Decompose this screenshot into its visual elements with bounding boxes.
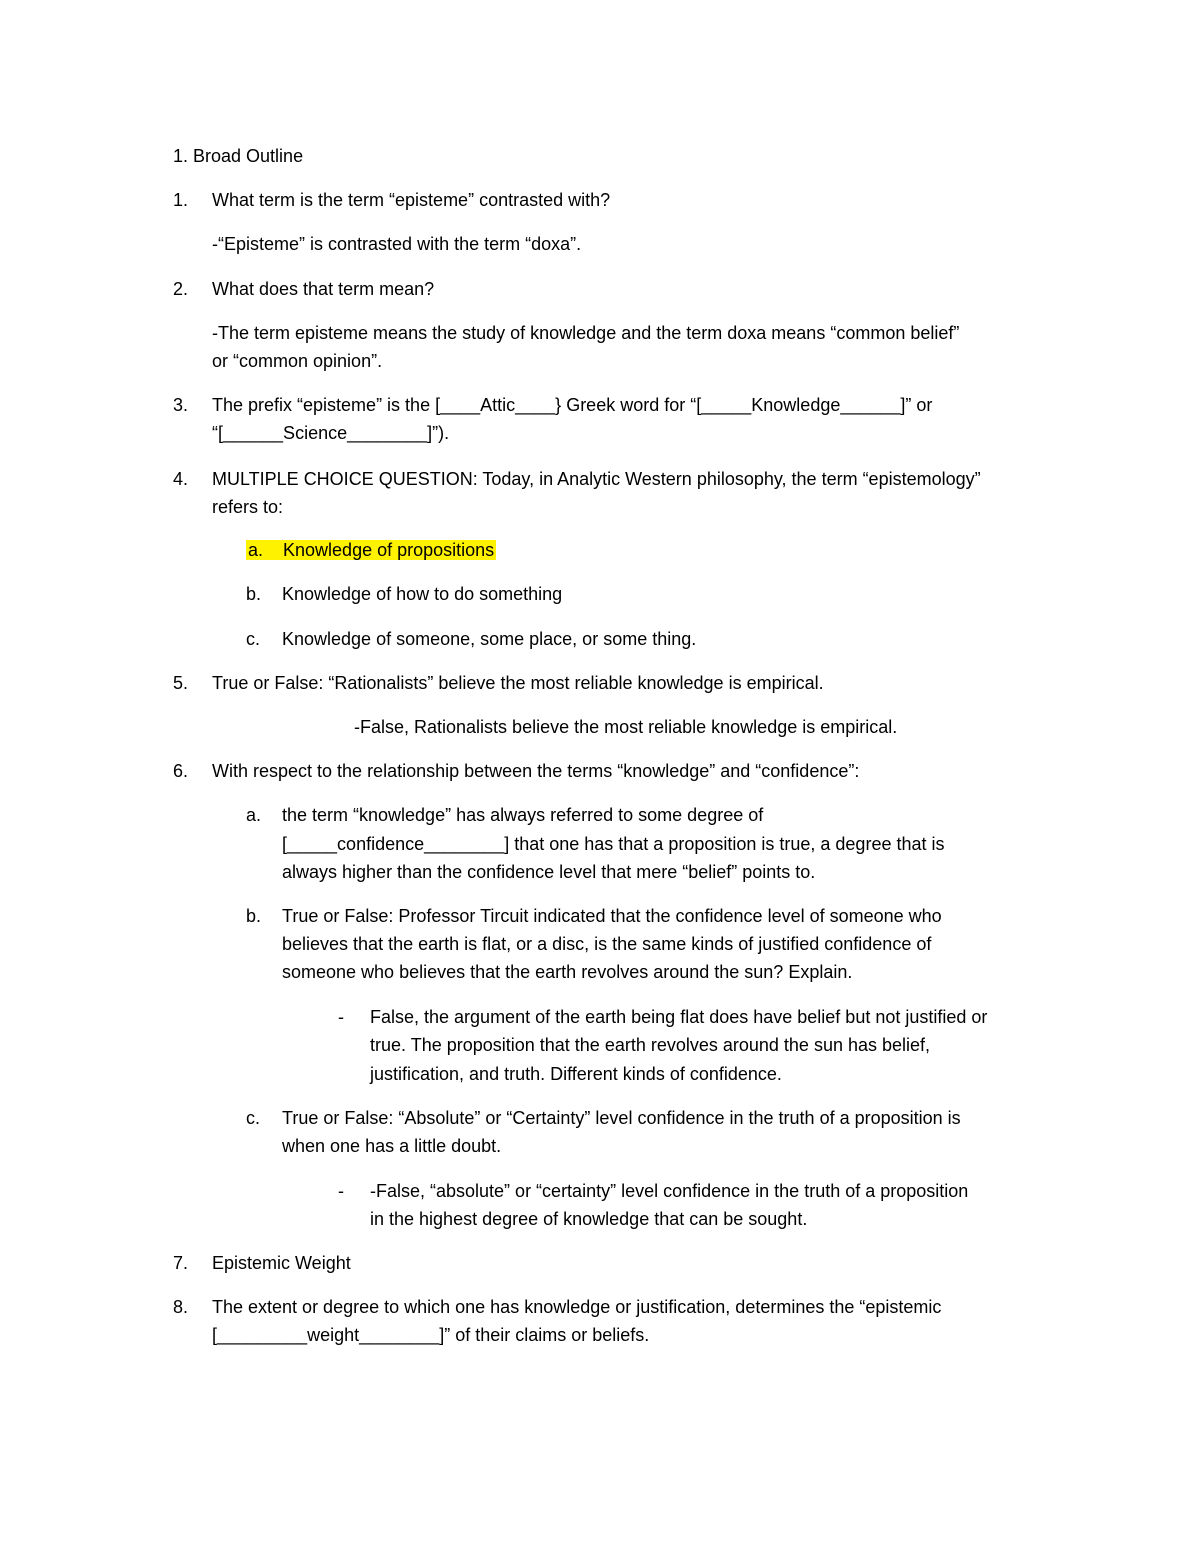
q4-text-line1: MULTIPLE CHOICE QUESTION: Today, in Analytic Western philosophy, the term “epistemology”	[212, 469, 981, 489]
q1-number: 1.	[173, 190, 189, 210]
q8-number: 8.	[173, 1297, 189, 1317]
q6c-answer-dash: -	[338, 1181, 344, 1201]
q4-option-a-letter: a.	[248, 540, 264, 560]
q6c-line2: when one has a little doubt.	[282, 1136, 502, 1156]
q6b-line2: believes that the earth is flat, or a disc, is the same kinds of justified confidence of	[282, 934, 932, 954]
q2-answer-line2: or “common opinion”.	[212, 351, 383, 371]
q5-answer: -False, Rationalists believe the most reliable knowledge is empirical.	[354, 717, 898, 737]
q1-answer: -“Episteme” is contrasted with the term “doxa”.	[212, 234, 582, 254]
q8-text-line1: The extent or degree to which one has knowledge or justification, determines the “epistemic	[212, 1297, 942, 1317]
q4-text-line2: refers to:	[212, 497, 284, 517]
q6b-letter: b.	[246, 906, 262, 926]
q6c-line1: True or False: “Absolute” or “Certainty” level confidence in the truth of a proposition is	[282, 1108, 961, 1128]
q7-text: Epistemic Weight	[212, 1253, 351, 1273]
q3-text-line2: “[______Science________]”).	[212, 423, 450, 443]
q6b-answer-line1: False, the argument of the earth being flat does have belief but not justified or	[370, 1007, 988, 1027]
q5-number: 5.	[173, 673, 189, 693]
q6a-line2: [_____confidence________] that one has that a proposition is true, a degree that is	[282, 834, 945, 854]
q6-text: With respect to the relationship between the terms “knowledge” and “confidence”:	[212, 761, 860, 781]
q2-answer-line1: -The term episteme means the study of knowledge and the term doxa means “common belief”	[212, 323, 960, 343]
q1-text: What term is the term “episteme” contrasted with?	[212, 190, 611, 210]
q4-number: 4.	[173, 469, 189, 489]
q6b-answer-line2: true. The proposition that the earth revolves around the sun has belief,	[370, 1035, 931, 1055]
q6c-answer-line2: in the highest degree of knowledge that can be sought.	[370, 1209, 808, 1229]
q6a-line1: the term “knowledge” has always referred to some degree of	[282, 805, 764, 825]
q6-number: 6.	[173, 761, 189, 781]
q6b-line3: someone who believes that the earth revolves around the sun? Explain.	[282, 962, 853, 982]
q3-text-line1: The prefix “episteme” is the [____Attic____} Greek word for “[_____Knowledge______]” or	[212, 395, 933, 415]
q6b-answer-line3: justification, and truth. Different kinds of confidence.	[370, 1064, 782, 1084]
q6a-line3: always higher than the confidence level that mere “belief” points to.	[282, 862, 816, 882]
q2-text: What does that term mean?	[212, 279, 435, 299]
q4-option-c-letter: c.	[246, 629, 261, 649]
q6a-letter: a.	[246, 805, 262, 825]
q4-option-b-letter: b.	[246, 584, 262, 604]
q5-text: True or False: “Rationalists” believe the most reliable knowledge is empirical.	[212, 673, 824, 693]
q3-number: 3.	[173, 395, 189, 415]
q7-number: 7.	[173, 1253, 189, 1273]
q4-option-a	[246, 536, 496, 564]
q4-option-a-text: Knowledge of propositions	[283, 540, 495, 560]
q6b-answer-dash: -	[338, 1007, 344, 1027]
q6b-line1: True or False: Professor Tircuit indicated that the confidence level of someone who	[282, 906, 942, 926]
q6c-answer-line1: -False, “absolute” or “certainty” level confidence in the truth of a proposition	[370, 1181, 969, 1201]
q6c-letter: c.	[246, 1108, 261, 1128]
q4-option-b-text: Knowledge of how to do something	[282, 584, 563, 604]
q4-option-c-text: Knowledge of someone, some place, or some thing.	[282, 629, 697, 649]
document-title: 1. Broad Outline	[173, 146, 304, 166]
q2-number: 2.	[173, 279, 189, 299]
q8-text-line2: [_________weight________]” of their claims or beliefs.	[212, 1325, 650, 1345]
q4-option-a-highlight	[246, 540, 496, 560]
